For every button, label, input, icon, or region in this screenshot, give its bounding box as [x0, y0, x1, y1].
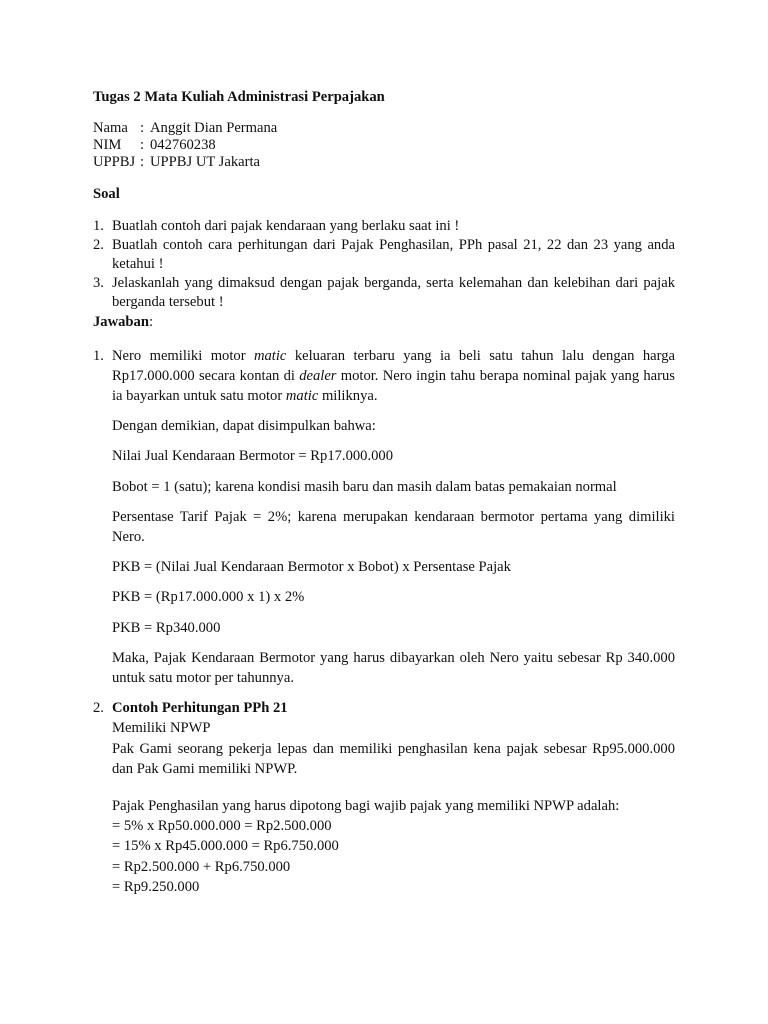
answer-list	[93, 346, 675, 897]
answer-case: Pak Gami seorang pekerja lepas dan memiliki penghasilan kena pajak sebesar Rp95.000.000 dan Pak Gami memiliki NPWP.	[112, 740, 675, 777]
answer-line: PKB = (Nilai Jual Kendaraan Bermotor x Bobot) x Persentase Pajak	[112, 559, 511, 576]
answer-line: Maka, Pajak Kendaraan Bermotor yang harus dibayarkan oleh Nero yaitu sebesar Rp 340.000 untuk satu motor per tahunnya.	[112, 649, 675, 687]
list-number: 3.	[93, 275, 104, 292]
list-number: 2.	[93, 700, 104, 717]
list-item	[93, 236, 675, 274]
identity-key: Nama	[93, 120, 128, 137]
answer-body	[112, 698, 675, 897]
calc-intro: Pajak Penghasilan yang harus dipotong bagi wajib pajak yang memiliki NPWP adalah:	[112, 798, 620, 815]
text-run: motor. Nero ingin tahu berapa nominal pajak yang harus ia bayarkan untuk satu motor	[112, 367, 675, 405]
identity-separator: :	[140, 137, 145, 154]
answer-item-1	[93, 346, 675, 699]
answer-intro	[112, 346, 675, 407]
answer-line: Nilai Jual Kendaraan Bermotor = Rp17.000.000	[112, 448, 393, 465]
calc-line: = Rp9.250.000	[112, 878, 200, 895]
jawaban-colon: :	[148, 314, 154, 331]
answer-line: Persentase Tarif Pajak = 2%; karena merupakan kendaraan bermotor pertama yang dimiliki Nero.	[112, 508, 675, 546]
list-text: Buatlah contoh cara perhitungan dari Pajak Penghasilan, PPh pasal 21, 22 dan 23 yang anda ketahui !	[112, 237, 675, 273]
answer-line: PKB = (Rp17.000.000 x 1) x 2%	[112, 589, 305, 606]
identity-separator: :	[140, 120, 145, 137]
identity-block	[93, 120, 675, 171]
identity-key: NIM	[93, 137, 122, 154]
jawaban-heading	[93, 312, 675, 332]
spacer	[112, 779, 675, 796]
list-number: 2.	[93, 237, 104, 254]
identity-key: UPPBJ	[93, 154, 136, 171]
italic-run: matic	[285, 388, 319, 405]
soal-list	[93, 217, 675, 312]
answer-subtitle: Contoh Perhitungan PPh 21	[112, 700, 288, 717]
list-item	[93, 217, 675, 236]
calc-line: = 15% x Rp45.000.000 = Rp6.750.000	[112, 838, 339, 855]
list-number: 1.	[93, 347, 104, 364]
answer-body	[112, 346, 675, 699]
answer-line: Bobot = 1 (satu); karena kondisi masih baru dan masih dalam batas pemakaian normal	[112, 478, 617, 495]
calc-line: = Rp2.500.000 + Rp6.750.000	[112, 858, 291, 875]
answer-item-2	[93, 698, 675, 897]
document-content	[93, 87, 675, 897]
list-text: Buatlah contoh dari pajak kendaraan yang berlaku saat ini !	[112, 218, 460, 235]
soal-heading: Soal	[93, 186, 120, 203]
identity-row-uppbj	[93, 154, 675, 171]
answer-subheading: Memiliki NPWP	[112, 720, 211, 737]
identity-value: Anggit Dian Permana	[150, 120, 278, 137]
identity-value: UPPBJ UT Jakarta	[150, 154, 260, 171]
jawaban-label: Jawaban	[93, 314, 149, 331]
italic-run: matic	[253, 347, 287, 364]
text-run: Nero memiliki motor	[112, 347, 254, 364]
document-title: Tugas 2 Mata Kuliah Administrasi Perpajakan	[93, 89, 385, 105]
identity-value: 042760238	[150, 137, 216, 154]
list-item	[93, 274, 675, 312]
italic-run: dealer	[299, 367, 337, 384]
identity-row-nama	[93, 120, 675, 137]
identity-row-nim	[93, 137, 675, 154]
list-text: Jelaskanlah yang dimaksud dengan pajak berganda, serta kelemahan dan kelebihan dari pajak berganda tersebut !	[112, 275, 675, 311]
list-number: 1.	[93, 218, 104, 235]
answer-line: Dengan demikian, dapat disimpulkan bahwa:	[112, 418, 376, 435]
text-run: keluaran terbaru yang ia beli satu tahun lalu dengan harga Rp17.000.000 secara kontan di	[112, 347, 675, 384]
calc-line: = 5% x Rp50.000.000 = Rp2.500.000	[112, 818, 332, 835]
answer-line: PKB = Rp340.000	[112, 619, 221, 636]
text-run: miliknya.	[318, 388, 378, 405]
identity-separator: :	[140, 154, 145, 171]
